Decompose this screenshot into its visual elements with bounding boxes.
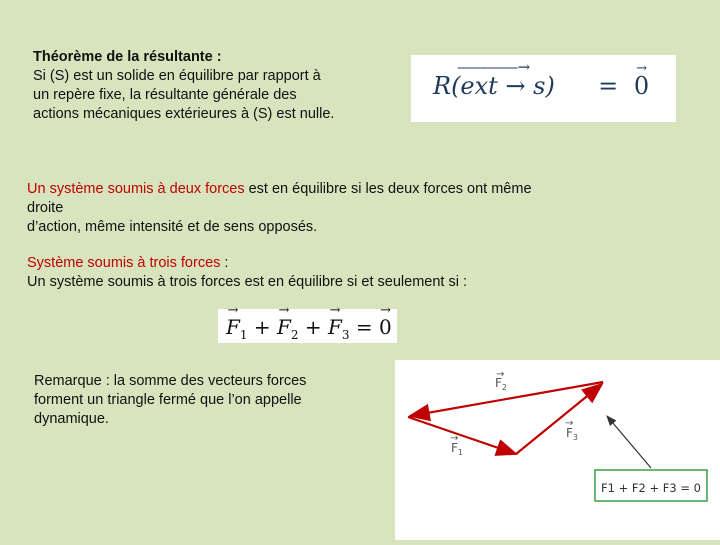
remark-line-3: dynamique. — [34, 411, 109, 427]
three-forces-title: Système soumis à trois forces — [27, 255, 221, 271]
f3-label: $F_3$ — [566, 426, 578, 442]
three-forces-formula-box — [218, 303, 397, 343]
force-triangle-svg — [395, 360, 720, 540]
vector-arrow-icon: → — [379, 303, 391, 318]
vector-arrow-icon: → — [329, 303, 341, 318]
legend-equation: F1 + F2 + F3 = 0 — [601, 481, 701, 495]
plus-sign: + — [304, 315, 322, 339]
f2-letter: F — [277, 315, 291, 339]
f2-vector — [277, 303, 291, 339]
f3-label-arrow-icon: → — [565, 418, 574, 429]
zero-vector — [633, 61, 650, 100]
vector-arrow-icon: ⎯⎯⎯⎯⎯⎯⎯⎯→ — [457, 58, 531, 76]
theorem-line-2: un repère fixe, la résultante générale des — [33, 87, 297, 103]
theorem-line-1: Si (S) est un solide en équilibre par rapport à — [33, 68, 321, 84]
f3-subscript: 3 — [341, 328, 350, 342]
resultant-vector — [433, 58, 555, 100]
two-forces-highlight: Un système soumis à deux forces — [27, 181, 245, 197]
three-forces-line: Un système soumis à trois forces est en équilibre si et seulement si : — [27, 274, 468, 290]
f1-letter: F — [226, 315, 240, 339]
vector-arrow-icon: → — [227, 303, 239, 318]
zero-value: 0 — [633, 72, 650, 100]
equals-sign: = — [355, 315, 373, 339]
two-forces-rest: est en équilibre si les deux forces ont même — [244, 181, 532, 197]
f2-label-arrow-icon: → — [496, 369, 505, 380]
equals-sign: = — [598, 72, 619, 100]
zero-arrow-icon: → — [636, 61, 647, 76]
f1-label: $F_1$ — [451, 441, 463, 457]
two-forces-line-1 — [27, 180, 687, 199]
two-forces-line-3: d’action, même intensité et de sens opposés. — [27, 219, 318, 235]
resultant-lhs: R(ext → s) — [433, 72, 555, 100]
f3-vector — [328, 303, 342, 339]
f1-label-arrow-icon: → — [450, 433, 459, 444]
theorem-block — [33, 48, 413, 124]
two-forces-line-2: droite — [27, 200, 64, 216]
remark-block — [34, 372, 374, 429]
theorem-title: Théorème de la résultante : — [33, 49, 222, 65]
f1-subscript: 1 — [239, 328, 248, 342]
three-forces-block — [27, 254, 697, 292]
force-triangle-diagram — [395, 360, 720, 540]
three-forces-title-suffix: : — [220, 255, 229, 271]
f3-letter: F — [328, 315, 342, 339]
zero-vector — [379, 303, 392, 339]
pointer-arrow — [607, 416, 651, 468]
f2-subscript: 2 — [290, 328, 299, 342]
resultant-formula — [433, 58, 650, 100]
f1-vector — [226, 303, 240, 339]
plus-sign: + — [253, 315, 271, 339]
three-forces-formula — [226, 303, 392, 342]
vector-arrow-icon: → — [278, 303, 290, 318]
remark-line-1: Remarque : la somme des vecteurs forces — [34, 373, 307, 389]
resultant-formula-box — [411, 55, 676, 122]
two-forces-block — [27, 180, 687, 237]
three-forces-title-line — [27, 254, 697, 273]
remark-line-2: forment un triangle fermé que l’on appelle — [34, 392, 302, 408]
zero-value: 0 — [379, 315, 392, 339]
theorem-line-3: actions mécaniques extérieures à (S) est nulle. — [33, 106, 335, 122]
f2-label: $F_2$ — [495, 376, 507, 392]
